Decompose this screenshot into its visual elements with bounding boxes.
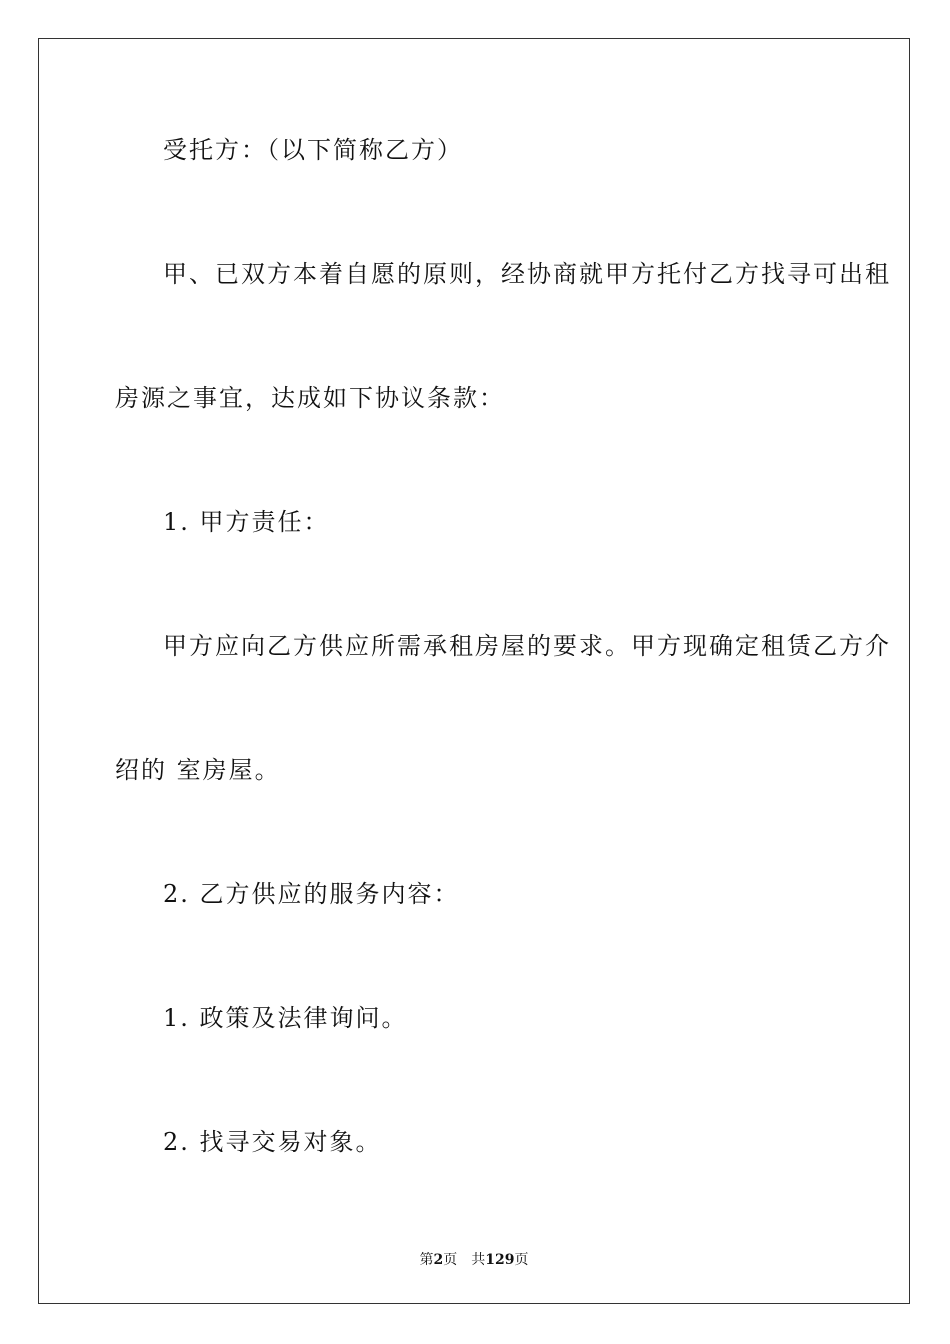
text-line-party-a-duty: 甲方应向乙方供应所需承租房屋的要求。甲方现确定租赁乙方介 — [163, 632, 891, 660]
page-footer — [39, 1251, 909, 1269]
text-line-agreement-intro: 甲、已双方本着自愿的原则，经协商就甲方托付乙方找寻可出租 — [163, 260, 891, 288]
footer-page-suffix: 页 — [443, 1252, 458, 1268]
footer-total-suffix: 页 — [514, 1252, 529, 1268]
section-heading-party-a-duty: 1. 甲方责任： — [163, 508, 330, 536]
list-item-find-counterparty: 2. 找寻交易对象。 — [163, 1128, 382, 1156]
section-heading-party-b-services: 2. 乙方供应的服务内容： — [163, 880, 460, 908]
text-line-party-b: 受托方：（以下简称乙方） — [163, 136, 463, 164]
footer-total-prefix: 共 — [471, 1252, 486, 1268]
footer-page-prefix: 第 — [419, 1252, 434, 1268]
list-item-policy-consult: 1. 政策及法律询问。 — [163, 1004, 408, 1032]
text-line-party-a-duty-cont: 绍的 室房屋。 — [115, 756, 281, 784]
text-line-agreement-intro-cont: 房源之事宜，达成如下协议条款： — [115, 384, 505, 412]
page-frame — [38, 38, 910, 1304]
footer-total-pages: 129 — [485, 1252, 515, 1268]
footer-page-number: 2 — [433, 1252, 444, 1268]
